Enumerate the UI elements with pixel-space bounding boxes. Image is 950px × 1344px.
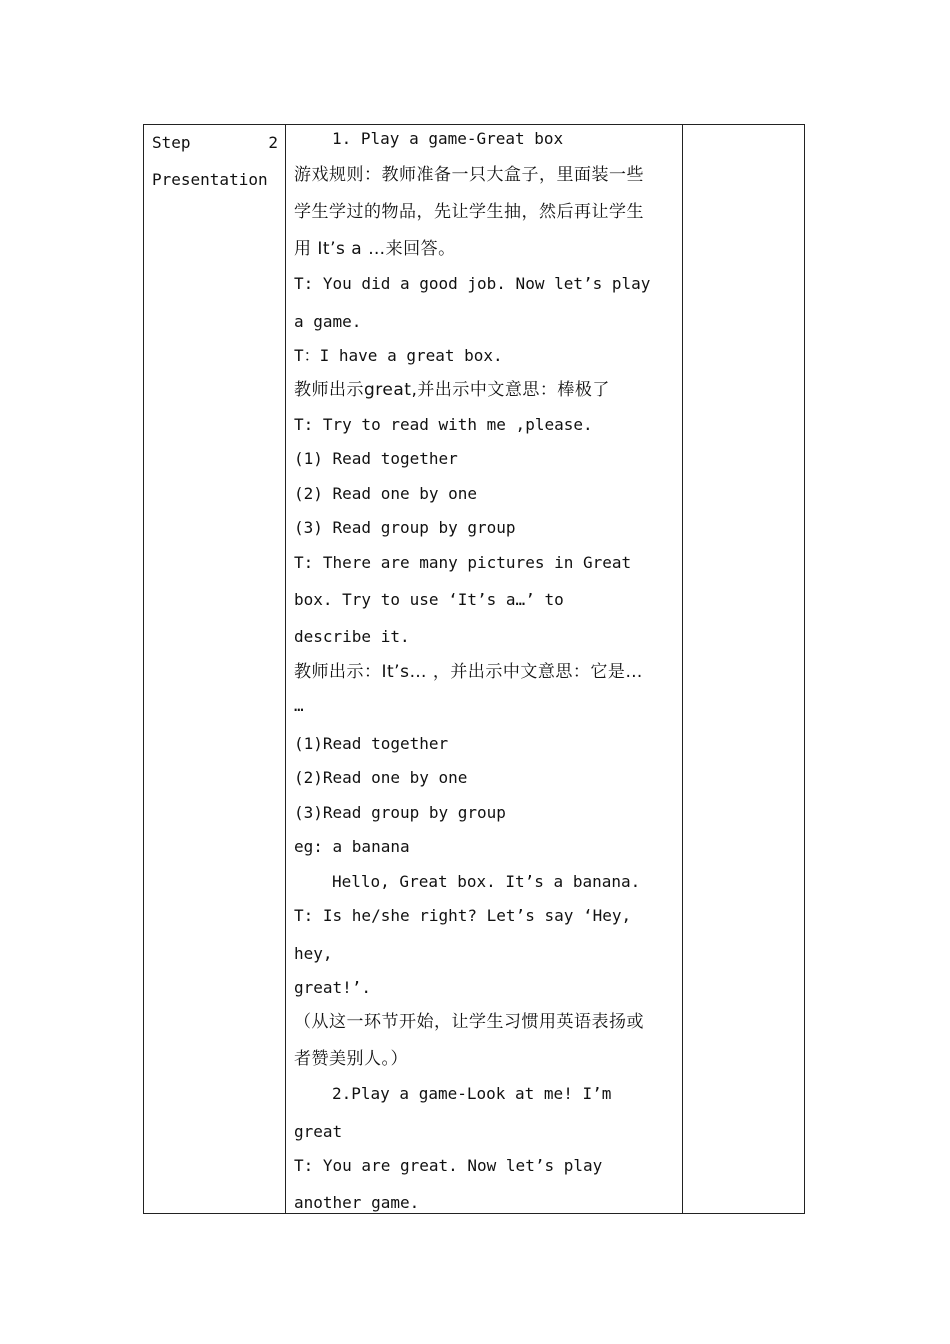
text-line: eg: a banana [294, 837, 410, 856]
list-item: (1)Read together [294, 734, 449, 753]
text-line: T: Is he/she right? Let’s say ‘Hey, [294, 906, 632, 925]
step-cell [152, 129, 278, 203]
lesson-plan-table [143, 124, 805, 1214]
text-line: great [294, 1122, 343, 1141]
text-line: T: You are great. Now let’s play [294, 1156, 603, 1175]
text-line: hey, [294, 944, 333, 963]
text-line: 教师出示great,并出示中文意思：棒极了 [294, 380, 610, 400]
text-line: T：I have a great box. [294, 346, 503, 365]
text-line: T: Try to read with me ,please. [294, 415, 593, 434]
text-line: （从这一环节开始，让学生习惯用英语表扬或 [294, 1012, 644, 1032]
text-line: 游戏规则：教师准备一只大盒子，里面装一些 [294, 165, 644, 185]
text-line: 教师出示：It’s… ，并出示中文意思：它是… [294, 662, 643, 682]
text-line: 2.Play a game-Look at me! I’m [332, 1084, 612, 1103]
text-line: … [294, 696, 304, 715]
list-item: (1) Read together [294, 449, 458, 468]
text-line: T: There are many pictures in Great [294, 553, 632, 572]
column-divider [682, 125, 683, 1213]
text-line: T: You did a good job. Now let’s play [294, 274, 651, 293]
text-line: a game. [294, 312, 362, 331]
text-line: 者赞美别人。） [294, 1049, 408, 1069]
step-number: 2 [268, 133, 278, 152]
step-name: Presentation [152, 170, 268, 189]
list-item: (2) Read one by one [294, 484, 478, 503]
text-line: describe it. [294, 627, 410, 646]
list-item: (3) Read group by group [294, 518, 516, 537]
step-label: Step [152, 133, 191, 152]
list-item: (3)Read group by group [294, 803, 506, 822]
text-line: box. Try to use ‘It’s a…’ to [294, 590, 564, 609]
text-line: another game. [294, 1193, 420, 1212]
text-line: 1. Play a game-Great box [332, 129, 564, 148]
text-line: great!’. [294, 978, 372, 997]
text-line: 用 It’s a …来回答。 [294, 239, 456, 259]
column-divider [285, 125, 286, 1213]
text-line: 学生学过的物品，先让学生抽，然后再让学生 [294, 202, 644, 222]
list-item: (2)Read one by one [294, 768, 468, 787]
text-line: Hello, Great box. It’s a banana. [332, 872, 641, 891]
step-row [152, 129, 278, 166]
